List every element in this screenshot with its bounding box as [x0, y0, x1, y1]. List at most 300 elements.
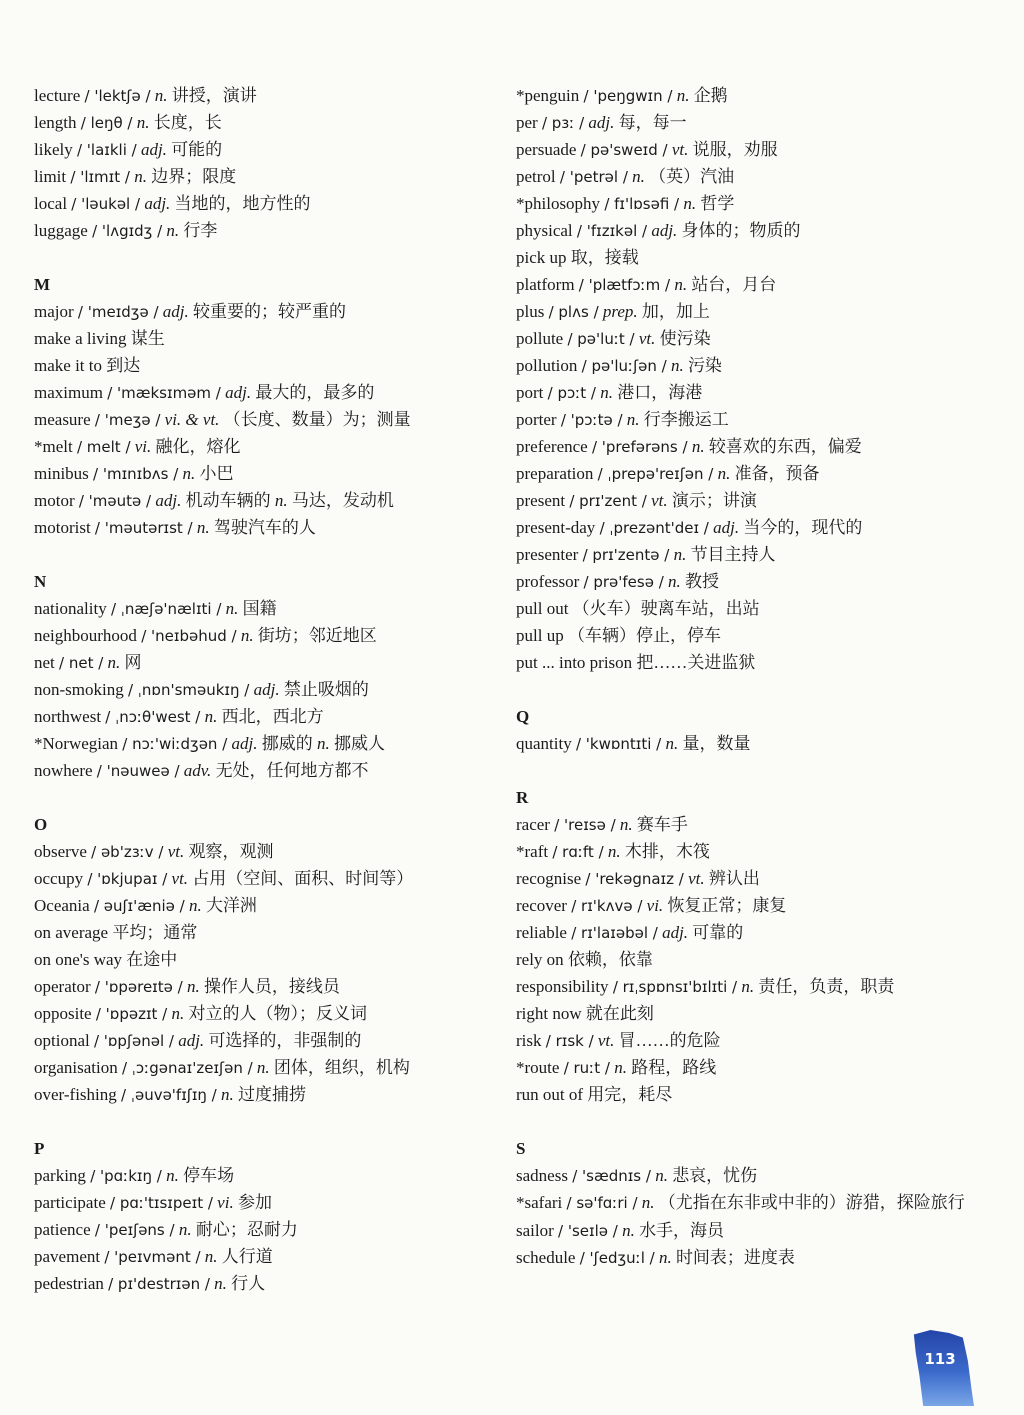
phonetic: / ˌɔːgənaɪ'zeɪʃən / — [121, 1059, 253, 1077]
part-of-speech: vt. — [688, 869, 705, 888]
headword: preparation — [516, 464, 594, 483]
part-of-speech: n. — [182, 464, 196, 483]
glossary-entry — [516, 514, 986, 541]
headword: rely on — [516, 950, 564, 969]
headword: physical — [516, 221, 573, 240]
phonetic: / 'nəuweə / — [96, 762, 180, 780]
meaning: 说服，劝服 — [692, 140, 778, 159]
glossary-entry — [34, 730, 504, 757]
headword: Oceania — [34, 896, 90, 915]
phonetic: / 'neɪbəhud / — [141, 627, 237, 645]
phonetic: / rɪˌspɒnsɪ'bɪlɪti / — [612, 978, 738, 996]
phonetic: / fɪ'lɒsəfi / — [604, 195, 680, 213]
phonetic: / 'laɪkli / — [76, 141, 137, 159]
headword: opposite — [34, 1004, 92, 1023]
meaning: 可靠的 — [692, 923, 744, 942]
glossary-entry — [516, 946, 986, 973]
headword: organisation — [34, 1058, 118, 1077]
headword: *Norwegian — [34, 734, 119, 753]
spacer — [34, 541, 504, 568]
part-of-speech: adj. — [162, 302, 189, 321]
phonetic: / 'reɪsə / — [554, 816, 616, 834]
meaning: 港口，海港 — [617, 383, 703, 402]
glossary-entry — [34, 703, 504, 730]
glossary-entry — [34, 892, 504, 919]
part-of-speech: n. — [317, 734, 330, 753]
glossary-entry — [34, 838, 504, 865]
headword: motor — [34, 491, 75, 510]
spacer — [516, 757, 986, 784]
page-number-badge — [912, 1330, 974, 1406]
headword: *penguin — [516, 86, 580, 105]
meaning: 赛车手 — [636, 815, 688, 834]
phonetic: / nɔː'wiːdʒən / — [122, 735, 228, 753]
meaning: 哲学 — [700, 194, 735, 213]
meaning: 占用（空间、面积、时间等） — [192, 869, 414, 888]
headword: net — [34, 653, 55, 672]
glossary-entry — [34, 919, 504, 946]
glossary-entry — [34, 946, 504, 973]
meaning: 较重要的；较严重的 — [193, 302, 346, 321]
glossary-entry — [516, 352, 986, 379]
phonetic: / leŋθ / — [80, 114, 133, 132]
headword: *route — [516, 1058, 560, 1077]
meaning: （尤指在东非或中非的）游猎，探险旅行 — [658, 1193, 965, 1212]
glossary-entry — [516, 406, 986, 433]
phonetic: / net / — [59, 654, 104, 672]
meaning: 每，每一 — [618, 113, 687, 132]
part-of-speech: vt. — [651, 491, 668, 510]
headword: major — [34, 302, 74, 321]
meaning: 在途中 — [126, 950, 178, 969]
glossary-entry — [34, 1243, 504, 1270]
meaning: （车辆）停止，停车 — [567, 626, 721, 645]
headword: preference — [516, 437, 588, 456]
glossary-entry — [516, 1081, 986, 1108]
phonetic: / 'lektʃə / — [84, 87, 151, 105]
page-number: 113 — [924, 1350, 956, 1368]
phonetic: / rɪsk / — [545, 1032, 594, 1050]
meaning: 辨认出 — [708, 869, 760, 888]
glossary-entry — [34, 1189, 504, 1216]
headword: make it to — [34, 356, 102, 375]
glossary-entry — [516, 838, 986, 865]
glossary-entry — [516, 1217, 986, 1244]
part-of-speech: n. — [166, 221, 180, 240]
part-of-speech: adj. — [713, 518, 740, 537]
glossary-entry — [34, 163, 504, 190]
part-of-speech: n. — [670, 356, 684, 375]
meaning: 当地的，地方性的 — [174, 194, 311, 213]
phonetic: / 'petrəl / — [559, 168, 628, 186]
part-of-speech: n. — [134, 167, 147, 186]
headword: length — [34, 113, 77, 132]
part-of-speech: n. — [607, 842, 621, 861]
headword: plus — [516, 302, 545, 321]
section-letter-heading: O — [34, 815, 48, 834]
meaning: 过度捕捞 — [237, 1085, 306, 1104]
part-of-speech: vt. — [671, 140, 689, 159]
phonetic: / 'məutərɪst / — [94, 519, 193, 537]
glossary-entry — [34, 406, 504, 433]
headword: optional — [34, 1031, 90, 1050]
meaning: 可能的 — [171, 140, 223, 159]
meaning: 准备，预备 — [734, 464, 820, 483]
meaning: 可选择的，非强制的 — [208, 1031, 362, 1050]
phonetic: / 'ɒpəzɪt / — [95, 1005, 168, 1023]
part-of-speech: n. — [178, 1220, 192, 1239]
phonetic: / rɪ'kʌvə / — [571, 897, 643, 915]
part-of-speech: n. — [673, 545, 687, 564]
meaning: 木排，木筏 — [624, 842, 710, 861]
glossary-entry — [34, 325, 504, 352]
part-of-speech: adj. — [231, 734, 258, 753]
meaning: 融化，熔化 — [155, 437, 241, 456]
phonetic: / 'ləukəl / — [71, 195, 141, 213]
meaning: 就在此刻 — [585, 1004, 654, 1023]
glossary-entry — [516, 109, 986, 136]
headword: persuade — [516, 140, 577, 159]
phonetic: / 'ɒpʃənəl / — [93, 1032, 174, 1050]
phonetic: / 'ɒpəreɪtə / — [94, 978, 183, 996]
glossary-entry — [34, 1270, 504, 1297]
part-of-speech: n. — [188, 896, 202, 915]
headword: put ... into prison — [516, 653, 633, 672]
headword: recognise — [516, 869, 582, 888]
part-of-speech: vi. — [134, 437, 152, 456]
part-of-speech: n. — [204, 707, 218, 726]
glossary-entry — [34, 379, 504, 406]
part-of-speech: n. — [614, 1058, 627, 1077]
phonetic: / pɪ'destrɪən / — [108, 1275, 210, 1293]
glossary-entry — [34, 865, 504, 892]
phonetic: / 'prefərəns / — [591, 438, 688, 456]
glossary-entry — [516, 487, 986, 514]
part-of-speech: n. — [171, 1004, 185, 1023]
glossary-entry — [516, 892, 986, 919]
part-of-speech: vt. — [171, 869, 189, 888]
part-of-speech: n. — [632, 167, 645, 186]
glossary-entry — [34, 649, 504, 676]
headword: nowhere — [34, 761, 93, 780]
meaning: 节目主持人 — [690, 545, 776, 564]
meaning: 禁止吸烟的 — [283, 680, 369, 699]
phonetic: / ˌprezənt'deɪ / — [599, 519, 709, 537]
meaning: 身体的；物质的 — [681, 221, 801, 240]
meaning: 依赖，依靠 — [567, 950, 653, 969]
headword: limit — [34, 167, 67, 186]
headword: parking — [34, 1166, 86, 1185]
meaning: 团体，组织，机构 — [273, 1058, 410, 1077]
phonetic: / 'peɪʃəns / — [94, 1221, 175, 1239]
headword: observe — [34, 842, 87, 861]
part-of-speech: n. — [166, 1166, 179, 1185]
phonetic: / 'fɪzɪkəl / — [576, 222, 648, 240]
part-of-speech: n. — [626, 410, 640, 429]
glossary-entry — [516, 811, 986, 838]
phonetic: / ruːt / — [563, 1059, 610, 1077]
glossary-entry — [516, 190, 986, 217]
headword: on average — [34, 923, 109, 942]
part-of-speech: n. — [107, 653, 121, 672]
part-of-speech: adj. — [588, 113, 615, 132]
glossary-left-column — [34, 82, 504, 1297]
glossary-entry — [34, 82, 504, 109]
part-of-speech: n. — [668, 572, 681, 591]
meaning: 取，接载 — [570, 248, 639, 267]
phonetic: / 'məutə / — [78, 492, 152, 510]
phonetic: / ˌnɔːθ'west / — [105, 708, 201, 726]
headword: local — [34, 194, 68, 213]
headword: present — [516, 491, 566, 510]
glossary-entry — [34, 1027, 504, 1054]
glossary-entry — [516, 1054, 986, 1081]
headword: *melt — [34, 437, 73, 456]
phonetic: / ˌprepə'reɪʃən / — [597, 465, 714, 483]
part-of-speech: adj. — [140, 140, 167, 159]
glossary-entry — [516, 325, 986, 352]
headword: luggage — [34, 221, 88, 240]
glossary-right-column — [516, 82, 986, 1271]
meaning: 悲哀，忧伤 — [672, 1166, 758, 1185]
glossary-entry — [516, 730, 986, 757]
part-of-speech: n. — [204, 1247, 218, 1266]
phonetic: / 'ɒkjupaɪ / — [87, 870, 168, 888]
glossary-entry — [516, 973, 986, 1000]
phonetic: / 'rekəgnaɪz / — [585, 870, 684, 888]
headword: reliable — [516, 923, 567, 942]
meaning: 行李 — [183, 221, 218, 240]
glossary-entry — [34, 352, 504, 379]
headword: measure — [34, 410, 91, 429]
glossary-entry — [516, 919, 986, 946]
phonetic: / ˌnɒn'sməukɪŋ / — [127, 681, 250, 699]
headword: lecture — [34, 86, 81, 105]
part-of-speech: n. — [655, 1166, 668, 1185]
headword: northwest — [34, 707, 102, 726]
glossary-entry — [34, 190, 504, 217]
meaning: 操作人员，接线员 — [203, 977, 340, 996]
meaning: 时间表；进度表 — [675, 1248, 795, 1267]
headword: neighbourhood — [34, 626, 137, 645]
glossary-entry — [516, 298, 986, 325]
headword: patience — [34, 1220, 91, 1239]
phonetic: / əb'zɜːv / — [91, 843, 164, 861]
phonetic: / plʌs / — [548, 303, 599, 321]
phonetic: / 'lɪmɪt / — [70, 168, 130, 186]
meaning: 挪威人 — [334, 734, 385, 753]
part-of-speech: n. — [658, 1248, 672, 1267]
glossary-entry — [516, 460, 986, 487]
glossary-entry — [34, 676, 504, 703]
phonetic: / 'mæksɪməm / — [107, 384, 221, 402]
phonetic: / melt / — [76, 438, 131, 456]
part-of-speech: n. — [691, 437, 705, 456]
meaning: 企鹅 — [693, 86, 728, 105]
part-of-speech: n. — [600, 383, 613, 402]
glossary-entry — [34, 109, 504, 136]
phonetic: / 'ʃedʒuːl / — [579, 1249, 655, 1267]
headword: operator — [34, 977, 91, 996]
phonetic: / 'meɪdʒə / — [77, 303, 159, 321]
part-of-speech: adj. — [178, 1031, 205, 1050]
section-letter-heading: S — [516, 1139, 526, 1158]
glossary-entry — [516, 433, 986, 460]
part-of-speech: n. — [220, 1085, 234, 1104]
glossary-entry — [516, 1189, 971, 1217]
meaning: 马达，发动机 — [291, 491, 394, 510]
headword: pull up — [516, 626, 564, 645]
headword: *safari — [516, 1193, 563, 1212]
phonetic: / əuʃɪ'æniə / — [93, 897, 185, 915]
meaning: 西北，西北方 — [221, 707, 324, 726]
part-of-speech: adj. — [155, 491, 182, 510]
part-of-speech: n. — [256, 1058, 270, 1077]
headword: racer — [516, 815, 550, 834]
meaning: 耐心；忍耐力 — [195, 1220, 298, 1239]
part-of-speech: n. — [676, 86, 690, 105]
part-of-speech: n. — [741, 977, 755, 996]
glossary-entry — [516, 1162, 986, 1189]
headword: sailor — [516, 1221, 554, 1240]
headword: on one's way — [34, 950, 123, 969]
headword: run out of — [516, 1085, 584, 1104]
phonetic: / ˌəuvə'fɪʃɪŋ / — [121, 1086, 217, 1104]
phonetic: / sə'fɑːri / — [566, 1194, 638, 1212]
part-of-speech: n. — [240, 626, 254, 645]
meaning: 平均；通常 — [112, 923, 198, 942]
phonetic: / rɪ'laɪəbəl / — [571, 924, 658, 942]
headword: over-fishing — [34, 1085, 117, 1104]
glossary-entry — [34, 136, 504, 163]
meaning: 路程，路线 — [631, 1058, 717, 1077]
phonetic: / 'peɪvmənt / — [104, 1248, 201, 1266]
glossary-entry — [516, 865, 986, 892]
headword: presenter — [516, 545, 579, 564]
phonetic: / prɪ'zent / — [569, 492, 647, 510]
glossary-entry — [34, 217, 504, 244]
meaning: 冒……的危险 — [618, 1031, 721, 1050]
meaning: 对立的人（物）；反义词 — [188, 1004, 367, 1023]
part-of-speech: adj. — [662, 923, 689, 942]
headword: quantity — [516, 734, 572, 753]
headword: per — [516, 113, 538, 132]
glossary-entry — [516, 649, 986, 676]
part-of-speech: vi. & vt. — [164, 410, 220, 429]
meaning: 讲授，演讲 — [171, 86, 257, 105]
glossary-entry — [516, 1000, 986, 1027]
glossary-entry — [516, 1027, 986, 1054]
part-of-speech: n. — [622, 1221, 635, 1240]
meaning: 人行道 — [221, 1247, 273, 1266]
glossary-entry — [516, 541, 986, 568]
meaning: 长度，长 — [153, 113, 222, 132]
phonetic: / pə'sweɪd / — [580, 141, 668, 159]
meaning: 站台，月台 — [691, 275, 777, 294]
meaning: 教授 — [685, 572, 720, 591]
spacer — [34, 244, 504, 271]
part-of-speech: n. — [274, 491, 288, 510]
headword: port — [516, 383, 544, 402]
part-of-speech: vt. — [638, 329, 656, 348]
glossary-entry — [34, 298, 504, 325]
meaning: 加，加上 — [641, 302, 710, 321]
meaning: 停车场 — [183, 1166, 235, 1185]
headword: pick up — [516, 248, 567, 267]
meaning: 观察，观测 — [188, 842, 274, 861]
glossary-entry — [34, 757, 504, 784]
meaning: 街坊；邻近地区 — [257, 626, 377, 645]
headword: pull out — [516, 599, 569, 618]
glossary-entry — [516, 622, 986, 649]
glossary-entry — [34, 1162, 504, 1189]
phonetic: / prə'fesə / — [583, 573, 664, 591]
headword: make a living — [34, 329, 127, 348]
glossary-entry — [34, 487, 504, 514]
headword: occupy — [34, 869, 84, 888]
meaning: 参加 — [237, 1193, 272, 1212]
meaning: 大洋洲 — [205, 896, 257, 915]
phonetic: / pə'luːʃən / — [581, 357, 667, 375]
glossary-entry — [516, 568, 986, 595]
headword: sadness — [516, 1166, 568, 1185]
meaning: 行李搬运工 — [643, 410, 729, 429]
part-of-speech: n. — [619, 815, 633, 834]
headword: pavement — [34, 1247, 101, 1266]
glossary-entry — [516, 136, 986, 163]
part-of-speech: n. — [683, 194, 697, 213]
meaning: 小巴 — [199, 464, 234, 483]
headword: maximum — [34, 383, 103, 402]
section-letter-heading: N — [34, 572, 47, 591]
part-of-speech: adj. — [144, 194, 171, 213]
part-of-speech: adj. — [253, 680, 280, 699]
meaning: 国籍 — [242, 599, 277, 618]
part-of-speech: n. — [196, 518, 210, 537]
spacer — [516, 1108, 986, 1135]
glossary-entry — [34, 1216, 504, 1243]
meaning: （英）汽油 — [649, 167, 735, 186]
headword: recover — [516, 896, 567, 915]
headword: schedule — [516, 1248, 576, 1267]
glossary-entry — [516, 379, 986, 406]
meaning: 责任，负责，职责 — [758, 977, 895, 996]
glossary-entry — [516, 271, 986, 298]
headword: pedestrian — [34, 1274, 104, 1293]
meaning: 机动车辆的 — [185, 491, 271, 510]
meaning: 水手，海员 — [639, 1221, 725, 1240]
phonetic: / prɪ'zentə / — [582, 546, 670, 564]
meaning: 最大的，最多的 — [255, 383, 375, 402]
part-of-speech: vt. — [597, 1031, 615, 1050]
part-of-speech: n. — [186, 977, 200, 996]
phonetic: / pə'luːt / — [567, 330, 635, 348]
spacer — [34, 1108, 504, 1135]
part-of-speech: adv. — [183, 761, 212, 780]
phonetic: / 'lʌgɪdʒ / — [92, 222, 163, 240]
section-letter-heading: P — [34, 1139, 45, 1158]
glossary-entry — [516, 82, 986, 109]
headword: nationality — [34, 599, 107, 618]
section-letter-heading: Q — [516, 707, 530, 726]
part-of-speech: adj. — [225, 383, 252, 402]
meaning: （长度、数量）为；测量 — [223, 410, 411, 429]
phonetic: / 'seɪlə / — [558, 1222, 618, 1240]
headword: professor — [516, 572, 580, 591]
spacer — [516, 676, 986, 703]
headword: responsibility — [516, 977, 609, 996]
meaning: 到达 — [106, 356, 141, 375]
